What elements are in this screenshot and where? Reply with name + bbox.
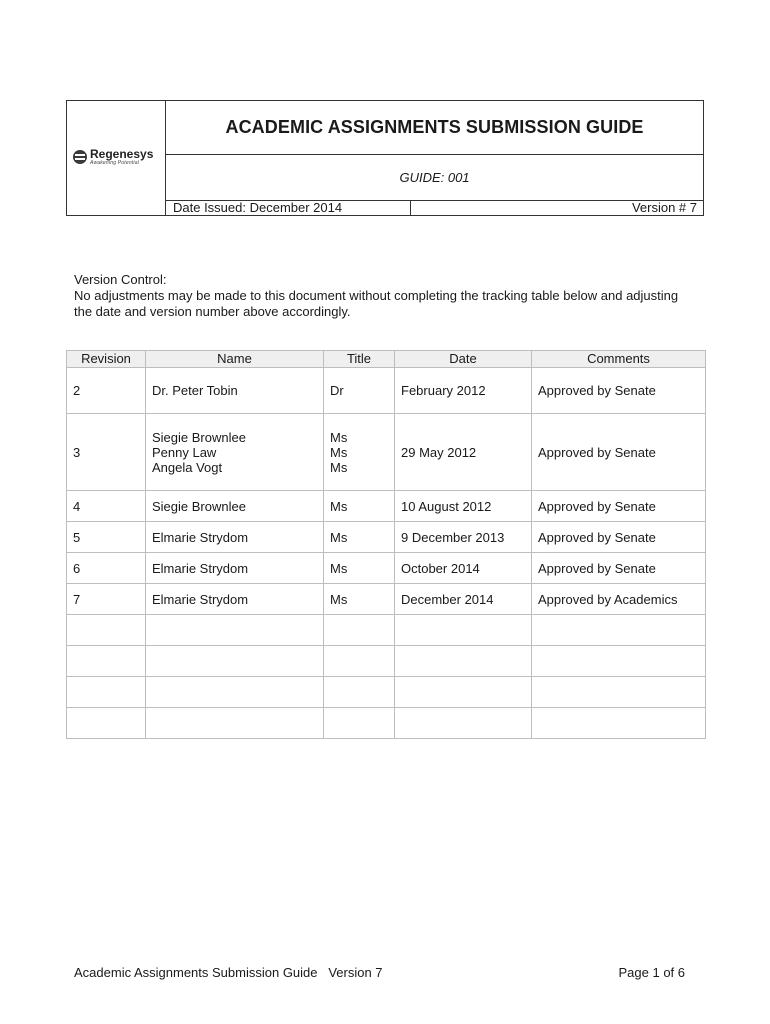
name-cell: Siegie Brownlee [146,491,324,522]
comments-cell: Approved by Senate [532,522,706,553]
name-entry: Penny Law [152,444,217,460]
date-cell: December 2014 [395,584,532,615]
document-title: ACADEMIC ASSIGNMENTS SUBMISSION GUIDE [225,117,644,137]
version-control-intro [74,272,694,320]
revision-cell: 7 [67,584,146,615]
name-cell: Elmarie Strydom [146,522,324,553]
tracking-table [66,350,706,739]
title-entry: Ms [330,444,348,460]
table-row [67,491,706,522]
logo-name: Regenesys [90,147,154,161]
guide-number: GUIDE: 001 [166,155,703,201]
column-header-name: Name [146,351,324,368]
revision-cell: 3 [67,414,146,491]
date-cell: 10 August 2012 [395,491,532,522]
table-row [67,414,706,491]
footer-page-number: Page 1 of 6 [618,965,685,980]
logo-cell [67,101,166,215]
empty-table-row [67,646,706,677]
title-entry: Ms [330,459,348,475]
title-cell [324,414,395,491]
name-entry: Siegie Brownlee [152,429,246,445]
date-issued: Date Issued: December 2014 [166,201,411,215]
title-cell [166,101,703,155]
date-cell: 9 December 2013 [395,522,532,553]
logo-tagline: Awakening Potential [90,160,140,166]
column-header-title: Title [324,351,395,368]
version-control-text: No adjustments may be made to this document without completing the tracking table below and adjusting the date and version number above accordingly. [74,288,679,319]
name-cell: Elmarie Strydom [146,553,324,584]
revision-cell: 2 [67,368,146,414]
title-cell: Ms [324,584,395,615]
comments-cell: Approved by Senate [532,491,706,522]
table-header-row [67,351,706,368]
regenesys-logo-icon [73,150,87,164]
table-row [67,522,706,553]
comments-cell: Approved by Senate [532,414,706,491]
revision-cell: 5 [67,522,146,553]
comments-cell: Approved by Academics [532,584,706,615]
table-row [67,553,706,584]
title-cell: Ms [324,522,395,553]
date-cell: 29 May 2012 [395,414,532,491]
title-entry: Ms [330,429,348,445]
column-header-comments: Comments [532,351,706,368]
comments-cell: Approved by Senate [532,553,706,584]
document-header [66,100,704,216]
revision-cell: 4 [67,491,146,522]
name-entry: Angela Vogt [152,459,223,475]
version-control-label: Version Control: [74,272,167,287]
table-row [67,368,706,414]
empty-table-row [67,677,706,708]
column-header-date: Date [395,351,532,368]
regenesys-logo [73,148,153,166]
comments-cell: Approved by Senate [532,368,706,414]
date-cell: October 2014 [395,553,532,584]
name-cell: Elmarie Strydom [146,584,324,615]
name-cell [146,414,324,491]
version-number: Version # 7 [631,200,697,215]
column-header-revision: Revision [67,351,146,368]
empty-table-row [67,615,706,646]
revision-cell: 6 [67,553,146,584]
title-cell: Ms [324,553,395,584]
title-cell: Ms [324,491,395,522]
footer-document-name: Academic Assignments Submission Guide Version 7 [74,965,383,980]
empty-table-row [67,708,706,739]
title-cell: Dr [324,368,395,414]
table-row [67,584,706,615]
date-cell: February 2012 [395,368,532,414]
name-cell: Dr. Peter Tobin [146,368,324,414]
